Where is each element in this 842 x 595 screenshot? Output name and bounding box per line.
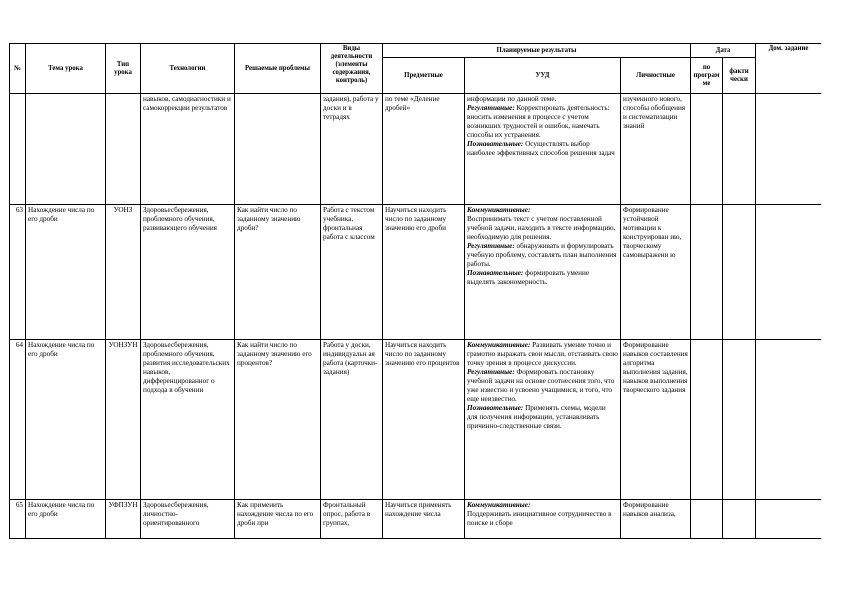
cell-date-by-plan [691, 205, 723, 340]
cell-problems: Как применить нахождение числа по его дроби при [235, 500, 321, 539]
lesson-plan-table [9, 43, 821, 539]
header-technologies: Технологии [141, 44, 235, 94]
table-row [10, 340, 822, 500]
cell-subject-results: Научиться находить число по заданному значению его дроби [383, 205, 465, 340]
cell-num [10, 94, 26, 205]
uud-paragraph: Познавательные: Осуществлять выбор наиболее эффективных способов решения задач [467, 140, 615, 157]
cell-homework [756, 500, 821, 539]
cell-uud [465, 340, 621, 500]
table-row [10, 94, 822, 205]
cell-date-actual [723, 94, 756, 205]
uud-paragraph: Познавательные: формировать умение выделять закономерность. [467, 269, 590, 286]
cell-personal-results: Формирование навыков анализа, [621, 500, 691, 539]
cell-type: УОНЗ [106, 205, 141, 340]
cell-homework [756, 205, 821, 340]
header-date: Дата [691, 44, 756, 58]
cell-activities: Работа у доски, индивидуальн ая работа (карточки-задания) [321, 340, 383, 500]
uud-paragraph: Коммуникативные: [467, 501, 531, 509]
cell-subject-results: Научиться применять нахождение числа [383, 500, 465, 539]
lesson-plan-sheet [9, 43, 821, 543]
uud-paragraph: Коммуникативные: [467, 206, 531, 214]
cell-personal-results: изученного нового, способы обобщения и систематизации знаний [621, 94, 691, 205]
cell-homework [756, 340, 821, 500]
cell-type: УОНЗУН [106, 340, 141, 500]
cell-subject-results: по теме «Деление дробей» [383, 94, 465, 205]
header-homework: Дом. задание [756, 44, 821, 94]
cell-date-actual [723, 205, 756, 340]
cell-homework [756, 94, 821, 205]
uud-paragraph: информации по данной теме. [467, 95, 557, 103]
cell-num: 65 [10, 500, 26, 539]
cell-personal-results: Формирование навыков составления алгоритма выполнения задания, навыков выполнения творческого задания [621, 340, 691, 500]
cell-type [106, 94, 141, 205]
table-row [10, 205, 822, 340]
cell-date-actual [723, 340, 756, 500]
cell-topic: Нахождение числа по его дроби [26, 500, 106, 539]
uud-paragraph: Регулятивные: обнаруживать и формулировать учебную проблему, составлять план выполнения работы. [467, 242, 617, 268]
cell-date-by-plan [691, 94, 723, 205]
header-date-actual: факти чески [723, 58, 756, 94]
uud-paragraph: Поддерживать инициативное сотрудничество в поиске и сборе [467, 510, 612, 527]
cell-date-by-plan [691, 340, 723, 500]
header-type: Тип урока [106, 44, 141, 94]
cell-technologies: Здоровьесбережения, проблемного обучения, развивающего обучения [141, 205, 235, 340]
cell-uud [465, 94, 621, 205]
cell-num: 64 [10, 340, 26, 500]
header-problems: Решаемые проблемы [235, 44, 321, 94]
cell-subject-results: Научиться находить число по заданному значению его процентов [383, 340, 465, 500]
cell-problems: Как найти число по заданному значению дроби? [235, 205, 321, 340]
header-planned-results: Планируемые результаты [383, 44, 691, 58]
cell-technologies: навыков, самодиагностики и самокоррекции результатов [141, 94, 235, 205]
cell-type: УФПЗУН [106, 500, 141, 539]
cell-date-by-plan [691, 500, 723, 539]
header-uud: УУД [465, 58, 621, 94]
uud-paragraph: Регулятивные: Формировать постановку учебной задачи на основе соотнесения того, что уже известно и усвоено учащимися, и того, что еще неизвестно. [467, 368, 615, 403]
header-topic: Тема урока [26, 44, 106, 94]
cell-topic: Нахождение числа по его дроби [26, 340, 106, 500]
uud-paragraph: Коммуникативные: Развивать умение точно и грамотно выражать свои мысли, отстаивать свою точку зрения в процессе дискуссии. [467, 341, 618, 367]
header-personal-results: Личностные [621, 58, 691, 94]
cell-activities: Фронтальный опрос, работа в группах, [321, 500, 383, 539]
header-num: № [10, 44, 26, 94]
cell-technologies: Здоровьесбережения, проблемного обучения, развития исследовательских навыков, дифференцированног о подхода в обучении [141, 340, 235, 500]
header-subject-results: Предметные [383, 58, 465, 94]
cell-activities: Работа с текстом учебника, фронтальная работа с классом [321, 205, 383, 340]
cell-topic: Нахождение числа по его дроби [26, 205, 106, 340]
uud-paragraph: Регулятивные: Корректировать деятельность: вносить изменения в процессе с учетом возникших трудностей и ошибок, намечать способы их устранения. [467, 104, 610, 139]
header-date-by-plan: по програм ме [691, 58, 723, 94]
cell-date-actual [723, 500, 756, 539]
cell-personal-results: Формирование устойчивой мотивации к конструирован ию, творческому самовыражени ю [621, 205, 691, 340]
cell-activities: задания), работа у доски и в тетрадях [321, 94, 383, 205]
cell-num: 63 [10, 205, 26, 340]
header-activities: Виды деятельности (элементы содержания, контроль) [321, 44, 383, 94]
cell-problems: Как найти число по заданному значению его процентов? [235, 340, 321, 500]
table-row [10, 500, 822, 539]
cell-problems [235, 94, 321, 205]
cell-topic [26, 94, 106, 205]
uud-paragraph: Познавательные: Применять схемы, модели для получения информации, устанавливать причинно-следственные связи. [467, 404, 606, 430]
cell-uud [465, 205, 621, 340]
cell-technologies: Здоровьесбережения, личностно-ориентированного [141, 500, 235, 539]
cell-uud [465, 500, 621, 539]
uud-paragraph: Воспринимать текст с учетом поставленной учебной задачи, находить в тексте информацию, необходимую для решения. [467, 215, 616, 241]
